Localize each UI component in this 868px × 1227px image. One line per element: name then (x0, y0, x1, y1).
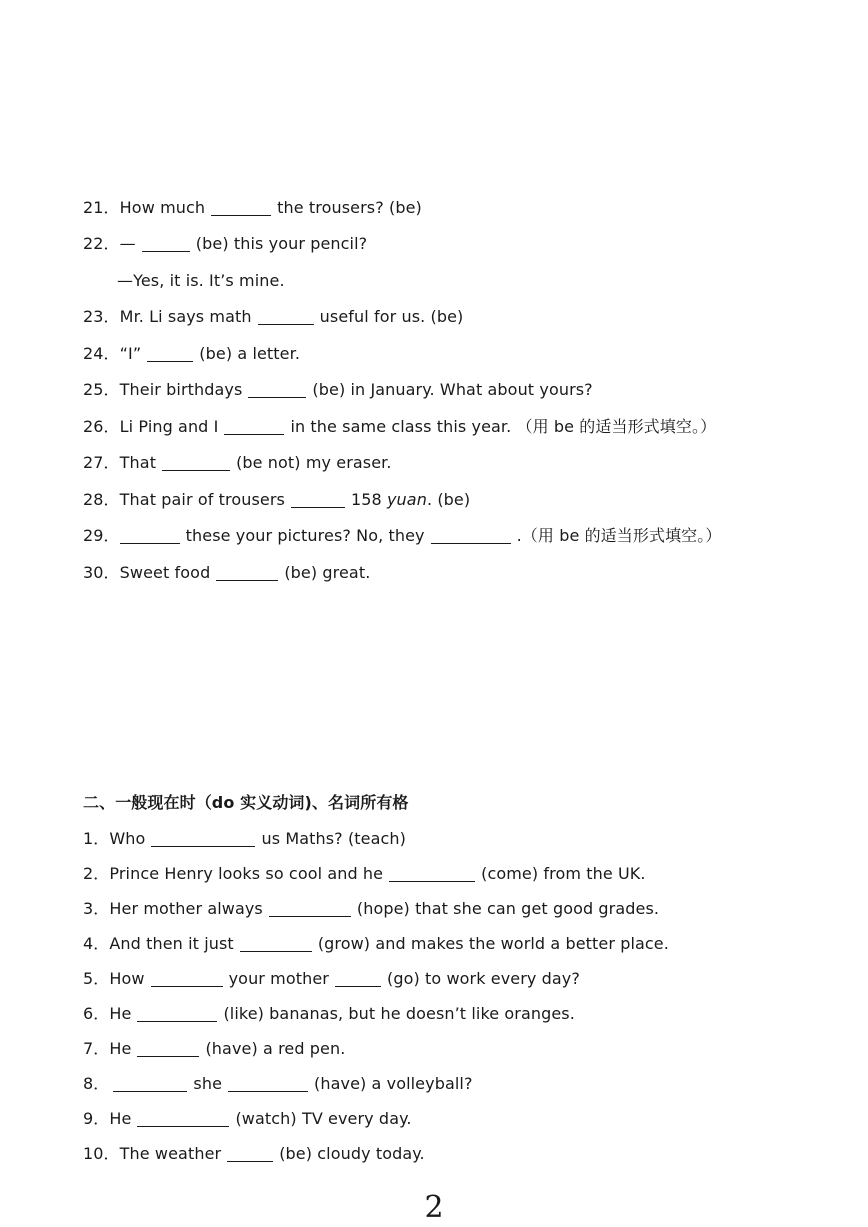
question-text: the trousers? (be) (277, 198, 422, 217)
question-number: 3． (83, 899, 110, 918)
answer-blank[interactable] (431, 527, 511, 544)
question-number: 4． (83, 934, 110, 953)
answer-blank[interactable] (137, 1110, 229, 1127)
question-text: (go) to work every day? (386, 969, 580, 988)
question-text: (like) bananas, but he doesn’t like oranges. (223, 1004, 575, 1023)
answer-blank[interactable] (162, 454, 230, 471)
question-number: 21． (83, 198, 120, 217)
answer-blank[interactable] (248, 381, 306, 398)
answer-blank[interactable] (151, 970, 223, 987)
question-text: . (be) (426, 490, 471, 509)
question-number: 8． (83, 1074, 110, 1093)
question-number: 29． (83, 526, 120, 545)
question-text: “I” (119, 344, 142, 363)
reply-text: —Yes, it is. It’s mine. (117, 271, 285, 290)
question-text: Who (109, 829, 146, 848)
answer-blank[interactable] (142, 235, 190, 252)
question-number: 26． (83, 417, 120, 436)
question-text: she (193, 1074, 223, 1093)
answer-blank[interactable] (258, 308, 314, 325)
question-text: Mr. Li says math (119, 307, 252, 326)
question-10 (83, 1143, 425, 1165)
question-28 (83, 489, 470, 511)
question-3 (83, 898, 659, 920)
question-number: 10． (83, 1144, 120, 1163)
question-number: 7． (83, 1039, 110, 1058)
question-text: useful for us. (be) (319, 307, 464, 326)
question-text: Sweet food (119, 563, 211, 582)
question-text: (have) a red pen. (205, 1039, 346, 1058)
question-number: 30． (83, 563, 120, 582)
question-text: these your pictures? No, they (185, 526, 425, 545)
question-text: (be) this your pencil? (195, 234, 368, 253)
question-21 (83, 197, 422, 219)
answer-blank[interactable] (335, 970, 381, 987)
question-text: He (109, 1004, 132, 1023)
answer-blank[interactable] (389, 865, 475, 882)
question-text: Her mother always (109, 899, 263, 918)
question-6 (83, 1003, 575, 1025)
question-25 (83, 379, 593, 401)
question-26 (83, 416, 716, 438)
question-text: your mother (228, 969, 329, 988)
question-1 (83, 828, 406, 850)
answer-blank[interactable] (224, 418, 284, 435)
question-text: (grow) and makes the world a better place. (317, 934, 669, 953)
question-22-reply (117, 270, 285, 292)
answer-blank[interactable] (228, 1075, 308, 1092)
question-text: That pair of trousers (119, 490, 285, 509)
question-text: And then it just (109, 934, 234, 953)
question-number: 9． (83, 1109, 110, 1128)
question-number: 2． (83, 864, 110, 883)
question-text-italic: yuan (386, 490, 427, 509)
question-text: Li Ping and I (119, 417, 219, 436)
page-number: 2 (424, 1190, 444, 1225)
question-text: .（用 be 的适当形式填空。） (516, 526, 722, 545)
section-heading (83, 792, 409, 814)
question-number: 5． (83, 969, 110, 988)
answer-blank[interactable] (120, 527, 180, 544)
question-text: How much (119, 198, 206, 217)
question-5 (83, 968, 580, 990)
question-text: (be) a letter. (199, 344, 301, 363)
question-number: 6． (83, 1004, 110, 1023)
question-number: 1． (83, 829, 110, 848)
question-text: (be not) my eraser. (236, 453, 392, 472)
question-number: 22． (83, 234, 120, 253)
question-22 (83, 233, 367, 255)
question-number: 23． (83, 307, 120, 326)
question-text: 158 (350, 490, 382, 509)
answer-blank[interactable] (211, 199, 271, 216)
question-number: 28． (83, 490, 120, 509)
question-9 (83, 1108, 412, 1130)
question-2 (83, 863, 646, 885)
question-7 (83, 1038, 345, 1060)
question-text: That (119, 453, 157, 472)
answer-blank[interactable] (137, 1040, 199, 1057)
question-8 (83, 1073, 473, 1095)
answer-blank[interactable] (269, 900, 351, 917)
answer-blank[interactable] (137, 1005, 217, 1022)
question-text: (have) a volleyball? (314, 1074, 473, 1093)
question-4 (83, 933, 669, 955)
answer-blank[interactable] (216, 564, 278, 581)
answer-blank[interactable] (113, 1075, 187, 1092)
question-text: How (109, 969, 145, 988)
question-text: (watch) TV every day. (235, 1109, 412, 1128)
answer-blank[interactable] (291, 491, 345, 508)
question-text: Prince Henry looks so cool and he (109, 864, 384, 883)
question-text: (come) from the UK. (481, 864, 646, 883)
question-text: (be) cloudy today. (279, 1144, 425, 1163)
answer-blank[interactable] (151, 830, 255, 847)
question-text: (be) in January. What about yours? (312, 380, 593, 399)
question-23 (83, 306, 463, 328)
question-text: in the same class this year. （用 be 的适当形式填空。） (290, 417, 717, 436)
question-number: 25． (83, 380, 120, 399)
question-text: Their birthdays (119, 380, 243, 399)
question-number: 27． (83, 453, 120, 472)
question-number: 24． (83, 344, 120, 363)
question-text: — (119, 234, 136, 253)
answer-blank[interactable] (147, 345, 193, 362)
answer-blank[interactable] (227, 1145, 273, 1162)
question-24 (83, 343, 300, 365)
question-text: The weather (119, 1144, 222, 1163)
question-29 (83, 525, 721, 547)
answer-blank[interactable] (240, 935, 312, 952)
question-text: (be) great. (284, 563, 371, 582)
question-27 (83, 452, 392, 474)
question-text: us Maths? (teach) (261, 829, 406, 848)
question-text: He (109, 1039, 132, 1058)
section-title: 二、一般现在时（do 实义动词)、名词所有格 (83, 793, 409, 812)
question-30 (83, 562, 370, 584)
question-text: (hope) that she can get good grades. (356, 899, 660, 918)
question-text: He (109, 1109, 132, 1128)
